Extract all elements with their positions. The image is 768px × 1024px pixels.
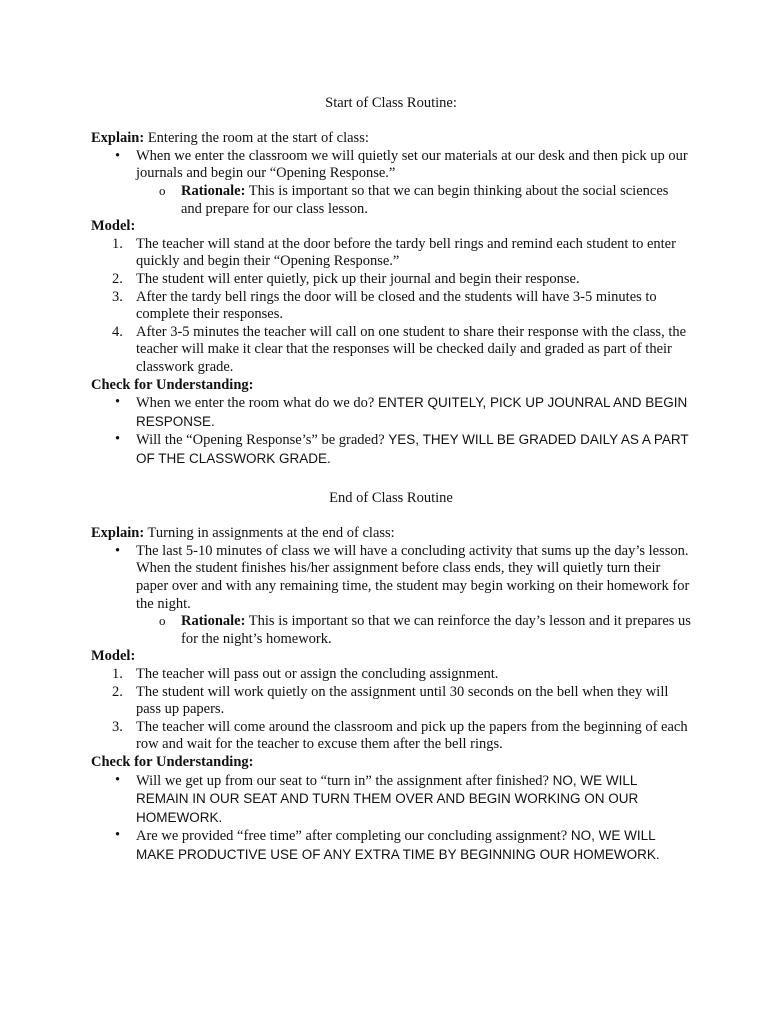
list-item — [91, 772, 691, 828]
check-answer: NO, WE WILL REMAIN IN OUR SEAT AND TURN THEM OVER AND BEGIN WORKING ON OUR HOMEWORK. — [136, 772, 639, 825]
bullet-icon: • — [115, 771, 121, 788]
rationale-text: This is important so that we can begin thinking about the social sciences and prepare for our class lesson. — [181, 182, 669, 217]
list-number: 2. — [112, 683, 123, 700]
model-item-text: After the tardy bell rings the door will be closed and the students will have 3-5 minutes to complete their responses. — [136, 288, 657, 323]
check-answer: ENTER QUITELY, PICK UP JOUNRAL AND BEGIN RESPONSE. — [136, 395, 688, 429]
list-number: 1. — [112, 665, 123, 682]
rationale-item — [91, 183, 691, 218]
bullet-icon: • — [115, 827, 121, 844]
list-number: 3. — [112, 718, 123, 735]
bullet-icon: • — [115, 394, 121, 411]
bullet-icon: • — [115, 431, 121, 448]
model-label: Model: — [91, 648, 136, 665]
check-list — [91, 394, 691, 468]
bullet-icon: • — [115, 542, 121, 559]
explain-label: Explain: — [91, 130, 145, 147]
model-item-text: The student will work quietly on the assignment until 30 seconds on the bell when they will pass up papers. — [136, 683, 669, 718]
model-item-text: After 3-5 minutes the teacher will call on one student to share their response with the class, the teacher will make it clear that the responses will be checked daily and graded as part of their classwork grade. — [136, 323, 687, 375]
model-item-text: The teacher will come around the classroom and pick up the papers from the beginning of each row and wait for the teacher to excuse them after the bell rings. — [136, 718, 688, 753]
list-item — [91, 719, 691, 754]
section-title: Start of Class Routine: — [325, 95, 457, 111]
explain-list — [91, 543, 691, 613]
explain-text: Turning in assignments at the end of class: — [144, 525, 395, 542]
check-question: When we enter the room what do we do? — [136, 395, 378, 412]
rationale-text: This is important so that we can reinforce the day’s lesson and it prepares us for the night’s homework. — [181, 613, 691, 647]
check-label: Check for Understanding: — [91, 753, 254, 770]
model-list — [91, 666, 691, 754]
explain-list — [91, 148, 691, 183]
bullet-icon: • — [115, 147, 121, 164]
rationale-label: Rationale: — [181, 613, 246, 630]
list-item — [91, 324, 691, 377]
start-of-class-section — [91, 95, 691, 468]
model-list — [91, 236, 691, 377]
check-question: Are we provided “free time” after completing our concluding assignment? — [136, 828, 571, 845]
explain-label: Explain: — [91, 525, 145, 542]
explain-line — [91, 525, 691, 543]
list-item — [91, 148, 691, 183]
explain-line — [91, 130, 691, 148]
list-number: 3. — [112, 288, 123, 305]
model-item-text: The teacher will pass out or assign the concluding assignment. — [136, 665, 499, 682]
list-item — [91, 543, 691, 613]
list-item — [91, 394, 691, 431]
list-item — [91, 271, 691, 289]
list-item — [91, 289, 691, 324]
rationale-label: Rationale: — [181, 182, 246, 199]
check-answer: YES, THEY WILL BE GRADED DAILY AS A PART OF THE CLASSWORK GRADE. — [136, 432, 689, 466]
list-item — [91, 431, 691, 468]
check-question: Will we get up from our seat to “turn in” the assignment after finished? — [136, 772, 553, 789]
list-number: 2. — [112, 270, 123, 287]
model-item-text: The student will enter quietly, pick up their journal and begin their response. — [136, 270, 580, 287]
check-question: Will the “Opening Response’s” be graded? — [136, 432, 389, 449]
list-number: 4. — [112, 323, 123, 340]
check-list — [91, 772, 691, 865]
check-answer: NO, WE WILL MAKE PRODUCTIVE USE OF ANY EXTRA TIME BY BEGINNING OUR HOMEWORK. — [136, 828, 660, 862]
model-label: Model: — [91, 218, 136, 235]
list-item — [91, 684, 691, 719]
rationale-item — [91, 613, 691, 648]
explain-bullet-text: When we enter the classroom we will quietly set our materials at our desk and then pick up our journals and begin our “Opening Response.” — [136, 147, 688, 182]
explain-bullet-text: The last 5-10 minutes of class we will have a concluding activity that sums up the day’s lesson. When the student finishes his/her assignment before class ends, they will quietly turn their paper over and with any remaining time, the student may begin working on their homework for the night. — [136, 542, 690, 612]
section-title: End of Class Routine — [329, 490, 453, 506]
list-item — [91, 827, 691, 864]
explain-text: Entering the room at the start of class: — [144, 130, 369, 147]
list-item — [91, 666, 691, 684]
sub-bullet-icon: o — [159, 182, 166, 198]
list-number: 1. — [112, 235, 123, 252]
end-of-class-section — [91, 490, 691, 864]
model-item-text: The teacher will stand at the door before the tardy bell rings and remind each student to enter quickly and begin their “Opening Response.” — [136, 235, 676, 270]
sub-bullet-icon: o — [159, 613, 166, 629]
check-label: Check for Understanding: — [91, 376, 254, 393]
list-item — [91, 236, 691, 271]
